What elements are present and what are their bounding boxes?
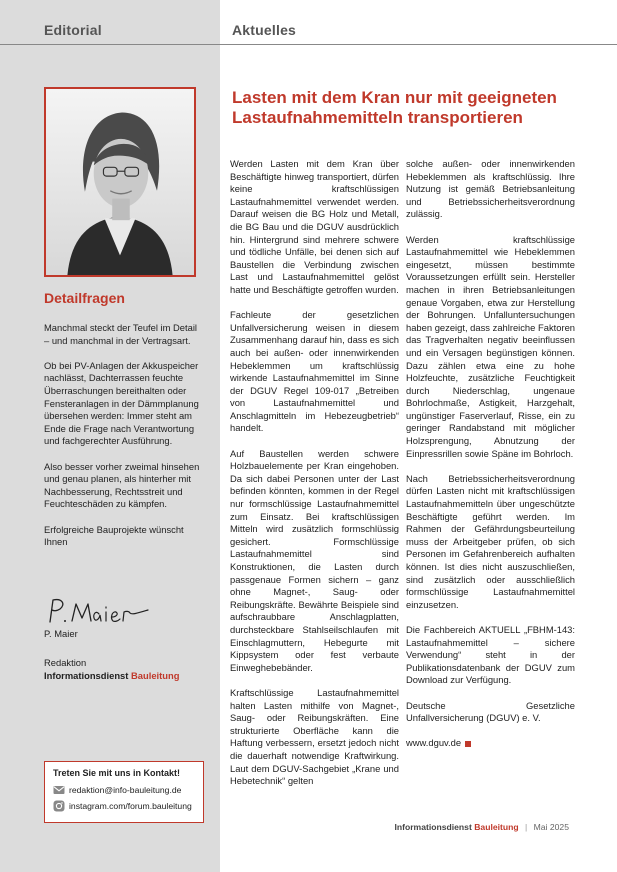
contact-instagram-row[interactable] <box>53 798 195 814</box>
section-rule-right <box>220 44 617 45</box>
contact-email-row[interactable] <box>53 782 195 798</box>
editorial-paragraph: Ob bei PV-Anlagen der Akkuspeicher nachlässt, Dachterrassen feuchte Überraschungen bereithalten oder Fensteranlagen in der Dämmplanung übersehen werden: Immer steht am Ende die Frage nach Verantwortung und fachgerechter Ausführung. <box>44 359 199 447</box>
editorial-sidebar <box>0 0 220 872</box>
end-of-article-mark <box>465 741 471 747</box>
article-paragraph: Die Fachbereich AKTUELL „FBHM-143: Lastaufnahmemittel – sichere Verwendung“ steht in der Publikationsdatenbank der DGUV zum Download zur Verfügung. <box>406 623 575 686</box>
author-photo <box>44 87 196 277</box>
footer-separator: | <box>525 822 528 832</box>
footer-date: Mai 2025 <box>533 822 569 832</box>
source-line <box>406 737 575 750</box>
instagram-icon <box>53 800 65 812</box>
contact-box <box>44 761 204 823</box>
contact-instagram[interactable]: instagram.com/forum.bauleitung <box>69 801 192 811</box>
page-footer <box>394 822 569 832</box>
article-paragraph: Kraftschlüssige Lastaufnahmemittel halten Lasten mithilfe von Magnet-, Saug- oder Reibungskräften. Eine strukturierte Oberfläche kann die Haftung verbessern, ersetzt jedoch nicht die dauerhaft notwendige Kraftwirkung. Laut dem DGUV-Sachgebiet „Krane und Hebetechnik“ gelten <box>230 686 399 787</box>
section-label-editorial: Editorial <box>44 22 102 38</box>
publication-name: Informationsdienst <box>44 669 129 681</box>
article-paragraph: Werden Lasten mit dem Kran über Beschäftigte hinweg transportiert, dürfen keine kraftschlüssigen Lastaufnahmemittel verwendet werden. Darauf weisen die BG Holz und Metall, die BG Bau und die DGUV ausdrücklich hin. Hintergrund sind mehrere schwere und tödliche Unfälle, bei denen sich auf Baustellen die Verbindung zwischen Last und Lastaufnahmemittel gelöst hatte und Beschäftigte getroffen wurden. <box>230 158 399 295</box>
article-column-1 <box>230 158 399 800</box>
portrait-illustration <box>46 89 194 275</box>
editorial-paragraph: Erfolgreiche Bauprojekte wünscht Ihnen <box>44 523 184 548</box>
article-area <box>220 0 617 872</box>
editorial-title: Detailfragen <box>44 290 125 306</box>
article-paragraph: Deutsche Gesetzliche Unfallversicherung (DGUV) e. V. <box>406 699 575 724</box>
source-link[interactable]: www.dguv.de <box>406 737 462 749</box>
publication-accent: Bauleitung <box>131 669 180 681</box>
footer-publication: Informationsdienst <box>394 822 472 832</box>
footer-publication-accent: Bauleitung <box>474 822 519 832</box>
article-paragraph: solche außen- oder innenwirkenden Hebeklemmen als kraftschlüssig. Ihre Nutzung ist gemäß Betriebsanleitung und Betriebssicherheitsverordnung zulässig. <box>406 158 575 220</box>
redaktion-block <box>44 657 179 682</box>
signer-name: P. Maier <box>44 628 78 639</box>
contact-title: Treten Sie mit uns in Kontakt! <box>53 768 181 778</box>
article-paragraph: Auf Baustellen werden schwere Holzbauelemente per Kran eingehoben. Da sich dabei Personen unter der Last befinden könnten, kommen in der Regel nur formschlüssige Lastaufnahmemittel zum Einsatz. Bei kraftschlüssigen Mitteln wird zusätzlich formschlüssig gesichert. Formschlüssige Lastaufnahmemittel sind Konstruktionen, die Lasten durch passgenaue Formen sichern – ganz ohne Magnet-, Saug- oder Reibungskräfte. Bewährte Beispiele sind aufschraubbare Anschlagplatten, durchsteckbare Stahlseilschlaufen mit Einschlagmuttern, Hebegurte mit Kippsystem oder fest verbaute Einweghebebänder. <box>230 447 399 673</box>
section-label-aktuelles: Aktuelles <box>232 22 297 38</box>
section-rule-left <box>0 44 220 45</box>
editorial-paragraph: Manchmal steckt der Teufel im Detail – und manchmal in der Vertragsart. <box>44 322 198 346</box>
article-paragraph: Fachleute der gesetzlichen Unfallversicherung weisen in diesem Zusammenhang darauf hin, dass es sich auch bei außen- oder innenwirkenden Hebeklemmen um kraftschlüssig wirkende Lastaufnahmemittel im Sinne der DGUV Regel 109-017 „Betreiben von Lastaufnahmemittel und Anschlagmitteln im Hebezeugbetrieb“ handelt. <box>230 309 399 434</box>
article-paragraph: Werden kraftschlüssige Lastaufnahmemittel wie Hebeklemmen eingesetzt, müssen bestimmte Voraussetzungen erfüllt sein. Hersteller machen in ihren Betriebsanleitungen genaue Vorgaben, etwa zur Herstellung der Bohrungen. Unfalluntersuchungen haben gezeigt, dass zahlreiche Faktoren das Tragverhalten negativ beeinflussen und ein Versagen begünstigen können. Dazu zählen etwa eine zu hohe Holzfeuchte, zusätzliche Feuchtigkeit durch Niederschlag, ungenaue Bohrlochmaße, Astigkeit, Harzgehalt, ungünstiger Faserverlauf, Risse, ein zu geringer Randabstand mit möglicher Holzsprengung, Abnutzung der Einpressrillen sowie Späne im Bohrloch. <box>406 233 575 459</box>
email-icon <box>53 784 65 796</box>
contact-email[interactable]: redaktion@info-bauleitung.de <box>69 785 182 795</box>
handwritten-signature <box>44 596 154 626</box>
article-headline: Lasten mit dem Kran nur mit geeigneten Lastaufnahmemitteln transportieren <box>232 88 557 127</box>
redaktion-label: Redaktion <box>44 657 87 668</box>
article-paragraph: Nach Betriebssicherheitsverordnung dürfen Lasten nicht mit kraftschlüssigen Lastaufnahmemitteln über ungeschützte Beschäftigte geführt werden. Im Rahmen der Gefährdungsbeurteilung muss der Arbeitgeber prüfen, ob sich Personen im Gefahrenbereich aufhalten können. Ist dies nicht auszuschließen, sind zusätzlich oder ausschließlich formschlüssige Lastaufnahmemittel einzusetzen. <box>406 472 575 610</box>
editorial-body <box>44 322 204 561</box>
editorial-paragraph: Also besser vorher zweimal hinsehen und genau planen, als hinterher mit Nachbesserung, Rechtsstreit und Feuchteschäden zu kämpfen. <box>44 460 200 510</box>
article-column-2 <box>406 158 575 763</box>
